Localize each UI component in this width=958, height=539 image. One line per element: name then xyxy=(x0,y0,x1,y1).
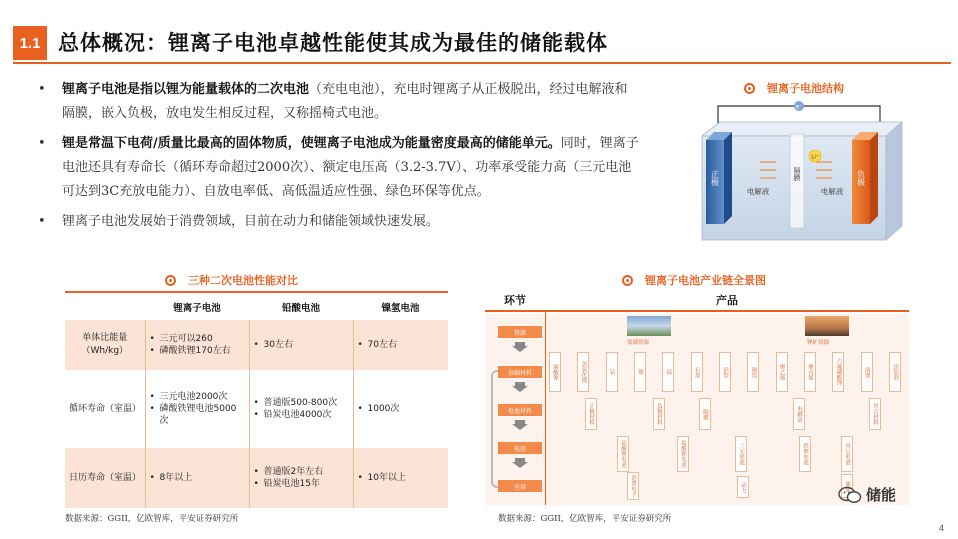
title-bar xyxy=(0,0,958,62)
table-cell xyxy=(353,320,448,370)
material-box: 铜箔 xyxy=(747,352,759,392)
table-row xyxy=(65,448,448,508)
material-box: 石墨 xyxy=(691,352,703,392)
bullet-dot-icon: • xyxy=(38,82,46,97)
page-number: 4 xyxy=(939,523,945,533)
material-box: 聚丙烯 xyxy=(804,352,816,392)
material-box: 六氟磷酸锂 xyxy=(832,352,844,392)
lithium-mine-image xyxy=(805,316,849,336)
table-cell xyxy=(353,370,448,448)
battery-type-box: 铁锂电池 xyxy=(799,436,811,472)
battery-material-box: 电解液 xyxy=(793,398,805,430)
cell-item: • 1000次 xyxy=(358,403,445,415)
chain-title xyxy=(622,272,766,288)
bullet-dot-icon: • xyxy=(38,136,46,151)
bullet-2-bold: 锂是常温下电荷/质量比最高的固体物质，使锂离子电池成为能量密度最高的储能单元。 xyxy=(62,136,561,151)
table-cell xyxy=(249,448,353,508)
cell-item: • 三元电池2000次 xyxy=(150,391,245,403)
table-cell xyxy=(145,370,249,448)
bullet-1-bold: 锂离子电池是指以锂为能量载体的二次电池 xyxy=(62,82,310,97)
table-row xyxy=(65,370,448,448)
stage-battery-material: 电池材料 xyxy=(498,404,542,416)
bullet-list xyxy=(30,78,640,240)
logo-text: 储能 xyxy=(866,486,897,504)
material-box: 聚乙烯 xyxy=(776,352,788,392)
electrolyte-left-label: 电解液 xyxy=(746,187,770,196)
battery-material-box: 隔膜 xyxy=(699,398,711,430)
cell-item: • 铅炭电池4000次 xyxy=(254,409,349,421)
comparison-title-text: 三种二次电池性能对比 xyxy=(188,274,298,287)
cell-item: • 8年以上 xyxy=(150,472,245,484)
battery-material-box: 负极材料 xyxy=(653,398,665,430)
section-number-badge: 1.1 xyxy=(13,26,47,60)
separator-label: 隔膜 xyxy=(793,167,801,181)
arrow-down-icon xyxy=(512,342,528,352)
material-box: 镍 xyxy=(634,352,646,392)
table-header xyxy=(65,292,145,320)
battery-type-box: 其它电池 xyxy=(841,436,853,472)
cell-item: • 30左右 xyxy=(254,339,349,351)
resource-label: 锂矿资源 xyxy=(807,340,830,346)
negative-label: 负极 xyxy=(856,170,866,186)
application-box: 动力 xyxy=(737,476,749,498)
separator xyxy=(790,134,804,228)
bullet-item-3 xyxy=(30,210,640,234)
industry-chain-diagram xyxy=(485,290,909,505)
row-label: 循环寿命（室温） xyxy=(65,370,145,448)
positive-label: 正极 xyxy=(710,170,720,186)
material-box: 碳酸锂 xyxy=(549,352,561,392)
table-header: 锂离子电池 xyxy=(145,292,249,320)
stage-resource: 资源 xyxy=(498,326,542,338)
row-label: 单体比能量（Wh/kg） xyxy=(65,320,145,370)
brand-logo xyxy=(838,484,896,505)
bullet-dot-icon: • xyxy=(38,214,46,229)
diagram-title xyxy=(744,80,844,96)
page-title: 总体概况：锂离子电池卓越性能使其成为最佳的储能载体 xyxy=(58,31,608,55)
material-box: 氢氧化锂 xyxy=(577,352,589,392)
material-box: 添加剂 xyxy=(889,352,901,392)
chain-source: 数据来源：GGII，亿欧智库，平安证券研究所 xyxy=(498,514,672,524)
cell-item: • 70左右 xyxy=(358,339,445,351)
electrolyte-right-label: 电解液 xyxy=(820,187,844,196)
table-cell xyxy=(353,448,448,508)
stage-battery: 电池 xyxy=(498,442,542,454)
application-box: 储能 xyxy=(841,474,853,498)
target-icon xyxy=(165,275,176,286)
diagram-title-text: 锂离子电池结构 xyxy=(767,82,844,95)
feedback-loop-line xyxy=(491,370,499,488)
cell-item: • 10年以上 xyxy=(358,472,445,484)
comparison-source: 数据来源：GGII，亿欧智库，平安证券研究所 xyxy=(65,514,239,524)
battery-type-box: 钴酸锂电池 xyxy=(617,436,629,472)
material-box: 铝箔 xyxy=(719,352,731,392)
cell-item: • 普通版500-800次 xyxy=(254,397,349,409)
bullet-1-text: （充电电池），充电时锂离子从正极脱出，经过电解液和隔膜，嵌入负极，放电发生相反过程，又称摇椅式电池。 xyxy=(62,82,628,121)
stage-base-material: 基础材料 xyxy=(498,366,542,378)
comparison-title xyxy=(165,272,298,288)
table-row xyxy=(65,320,448,370)
bullet-3-text: 锂离子电池发展始于消费领域，目前在动力和储能领域快速发展。 xyxy=(62,214,440,229)
comparison-table xyxy=(65,291,448,508)
battery-material-box: 正极材料 xyxy=(585,398,597,430)
material-box: 锰 xyxy=(662,352,674,392)
cell-item: • 普通版2年左右 xyxy=(254,466,349,478)
table-cell xyxy=(249,370,353,448)
title-divider xyxy=(13,62,951,64)
bullet-2-text: 同时，锂离子电池还具有寿命长（循环寿命超过2000次）、额定电压高（3.2-3.7V）、功率承受能力高（三元电池可达到3C充放电能力）、自放电率低、高低温适应性强、绿色环保等优点。 xyxy=(62,136,639,199)
chain-divider xyxy=(485,310,909,312)
cell-item: • 磷酸铁锂170左右 xyxy=(150,345,245,357)
chain-column-separator xyxy=(545,312,546,505)
ion-label: Li⁺ xyxy=(811,154,819,161)
arrow-down-icon xyxy=(512,458,528,468)
table-cell xyxy=(145,448,249,508)
battery-structure-diagram xyxy=(698,98,908,246)
bullet-item-1 xyxy=(30,78,640,126)
wechat-icon xyxy=(838,486,862,504)
cell-item: • 磷酸铁锂电池5000次 xyxy=(150,403,245,427)
target-icon xyxy=(744,83,755,94)
resource-label: 盐湖资源 xyxy=(627,340,650,346)
salt-lake-image xyxy=(627,316,671,336)
material-box: 钴 xyxy=(606,352,618,392)
arrow-down-icon xyxy=(512,420,528,430)
target-icon xyxy=(622,275,633,286)
row-label: 日历寿命（室温） xyxy=(65,448,145,508)
battery-type-box: 三元电池 xyxy=(735,436,747,472)
table-header: 镍氢电池 xyxy=(353,292,448,320)
chain-title-text: 锂离子电池产业链全景图 xyxy=(645,274,766,287)
chain-col-stage: 环节 xyxy=(504,294,526,307)
table-cell xyxy=(145,320,249,370)
cell-item: • 铅炭电池15年 xyxy=(254,478,349,490)
battery-type-box: 锰酸锂电池 xyxy=(677,436,689,472)
stage-application: 应用 xyxy=(498,480,542,492)
table-header-row xyxy=(65,292,448,320)
electron-label: e⁻ xyxy=(795,103,803,111)
arrow-down-icon xyxy=(512,382,528,392)
battery-material-box: 其它材料 xyxy=(869,398,881,430)
table-cell xyxy=(249,320,353,370)
table-header: 铅酸电池 xyxy=(249,292,353,320)
bullet-item-2 xyxy=(30,132,640,204)
cell-item: • 三元可以260 xyxy=(150,333,245,345)
material-box: 溶剂 xyxy=(861,352,873,392)
application-box: 消费电子 xyxy=(627,472,639,500)
chain-col-product: 产品 xyxy=(716,294,738,307)
